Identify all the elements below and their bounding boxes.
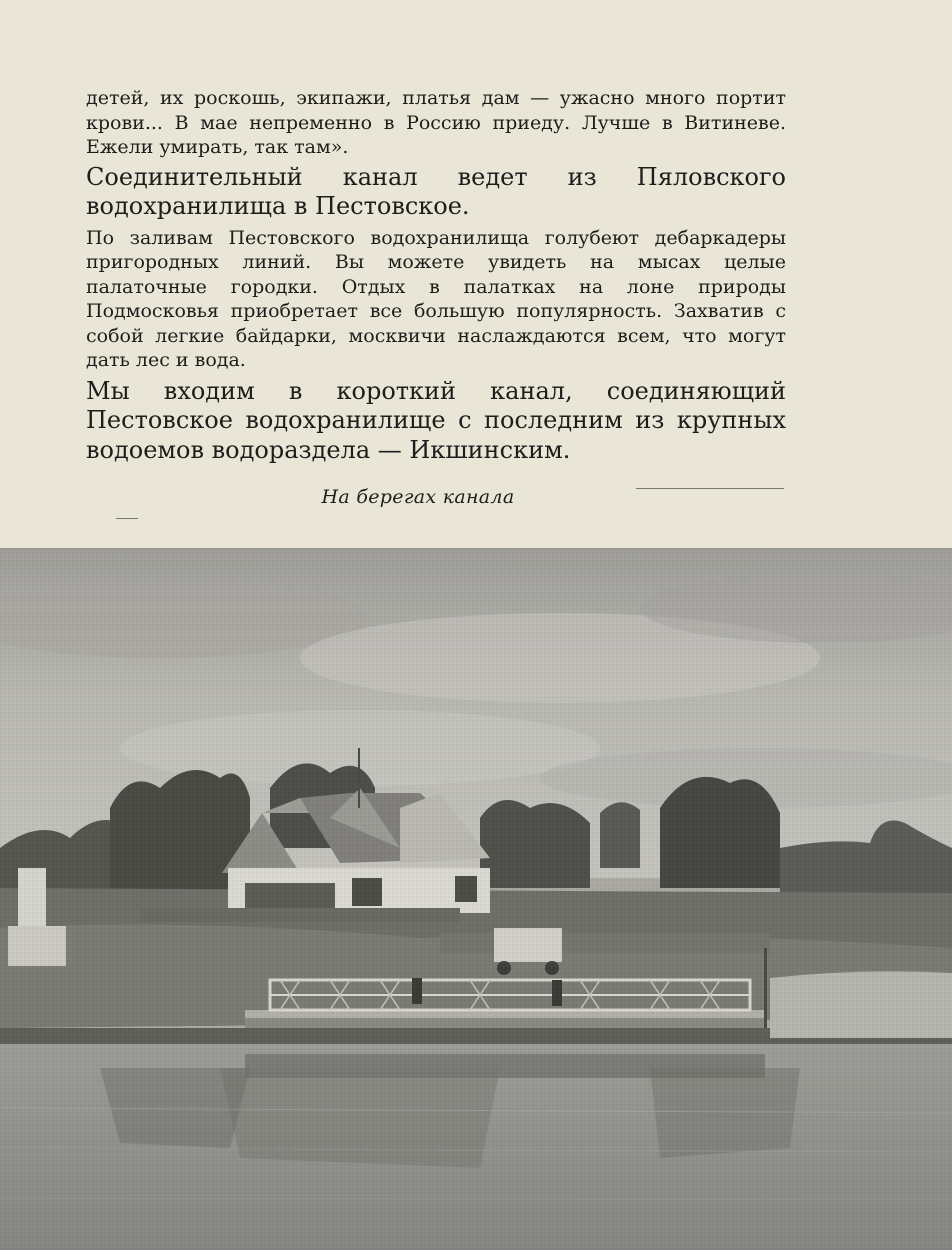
paragraph-short-canal: Мы входим в короткий канал, соединяющий Пестовское водохранилище с последним из крупных водоемов водораздела — Икшинским. [86,376,786,464]
text-column [86,86,786,465]
decorative-rule-left [116,518,138,519]
photo-caption: На берегах канала [321,486,515,508]
photograph-canal-bank [0,548,952,1250]
decorative-rule-right [636,488,784,489]
paragraph-pestovskoe-reservoir: По заливам Пестовского водохранилища голубеют дебаркадеры пригородных линий. Вы можете увидеть на мысах целые палаточные городки. Отдых в палатках на лоне природы Подмосковья приобретает все большую популярность. Захватив с собой легкие байдарки, москвичи наслаждаются всем, что могут дать лес и вода. [86,226,786,371]
paragraph-letter-quote: детей, их роскошь, экипажи, платья дам — ужасно много портит крови... В мае непременно в Россию приеду. Лучше в Витиневе. Ежели умирать, так там». [86,87,786,158]
paragraph-connecting-canal: Соединительный канал ведет из Пяловского водохранилища в Пестовское. [86,162,786,220]
canal-bank-illustration [0,548,952,1250]
